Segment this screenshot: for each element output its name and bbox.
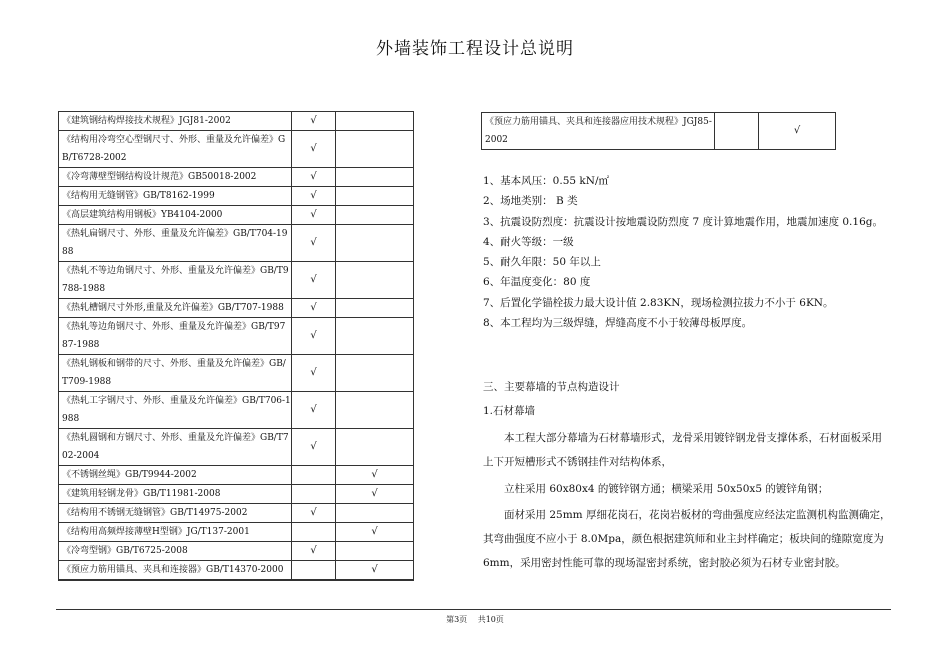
design-parameters-list bbox=[483, 171, 883, 333]
list-item: 7、后置化学锚栓拔力最大设计值 2.83KN，现场检测拉拔力不小于 6KN。 bbox=[483, 296, 834, 309]
check-cell: √ bbox=[292, 168, 336, 187]
check-cell: √ bbox=[292, 131, 336, 168]
list-item: 1、基本风压：0.55 kN/㎡ bbox=[483, 175, 609, 187]
check-cell: √ bbox=[292, 504, 336, 523]
check-cell bbox=[336, 187, 414, 206]
standard-name-cell: 《冷弯型钢》GB/T6725-2008 bbox=[59, 542, 292, 561]
standard-name-cell: 《不锈钢丝绳》GB/T9944-2002 bbox=[59, 466, 292, 485]
standard-name-cell: 《建筑用轻钢龙骨》GB/T11981-2008 bbox=[59, 485, 292, 504]
document-title: 外墙装饰工程设计总说明 bbox=[376, 39, 574, 59]
check-cell: √ bbox=[759, 113, 836, 150]
check-cell bbox=[336, 299, 414, 318]
standard-name-cell: 《结构用无缝钢管》GB/T8162-1999 bbox=[59, 187, 292, 206]
check-cell bbox=[336, 318, 414, 355]
check-cell bbox=[292, 523, 336, 542]
list-item: 4、耐火等级：一级 bbox=[483, 235, 574, 248]
table-row bbox=[59, 262, 414, 299]
standard-name-cell: 《热轧工字钢尺寸、外形、重量及允许偏差》GB/T706-1988 bbox=[59, 392, 292, 429]
table-row bbox=[482, 113, 836, 150]
standard-name-cell: 《冷弯薄壁型钢结构设计规范》GB50018-2002 bbox=[59, 168, 292, 187]
standard-name-cell: 《结构用不锈钢无缝钢管》GB/T14975-2002 bbox=[59, 504, 292, 523]
paragraph: 立柱采用 60x80x4 的镀锌钢方通；横梁采用 50x50x5 的镀锌角钢； bbox=[504, 483, 829, 495]
check-cell: √ bbox=[336, 485, 414, 504]
check-cell: √ bbox=[292, 225, 336, 262]
table-row bbox=[59, 561, 414, 580]
table-row bbox=[59, 225, 414, 262]
paragraph: 面材采用 25mm 厚细花岗石，花岗岩板材的弯曲强度应经法定监测机构监测确定，其弯曲强度不应小于 8.0Mpa，颜色根据建筑师和业主封样确定；板块间的缝隙宽度为 6mm，采用密封性能可靠的现场湿密封系统，密封胶必须为石材专业密封胶。 bbox=[483, 509, 891, 569]
check-cell bbox=[336, 206, 414, 225]
list-item: 5、耐久年限：50 年以上 bbox=[483, 256, 601, 269]
standard-name-cell: 《热轧槽钢尺寸外形,重量及允许偏差》GB/T707-1988 bbox=[59, 299, 292, 318]
check-cell: √ bbox=[336, 523, 414, 542]
check-cell: √ bbox=[336, 466, 414, 485]
page-footer bbox=[0, 614, 950, 625]
check-cell: √ bbox=[292, 299, 336, 318]
list-item: 6、年温度变化：80 度 bbox=[483, 276, 591, 289]
check-cell bbox=[292, 485, 336, 504]
sub-heading: 1.石材幕墙 bbox=[483, 405, 536, 417]
check-cell bbox=[336, 112, 414, 131]
check-cell bbox=[336, 262, 414, 299]
check-cell bbox=[336, 168, 414, 187]
page-number: 第3页 bbox=[446, 615, 468, 624]
standard-name-cell bbox=[59, 580, 292, 581]
standard-name-cell: 《建筑钢结构焊接技术规程》JGJ81-2002 bbox=[59, 112, 292, 131]
check-cell bbox=[292, 466, 336, 485]
section-heading: 三、主要幕墙的节点构造设计 bbox=[483, 381, 620, 393]
standard-name-cell: 《热轧等边角钢尺寸、外形、重量及允许偏差》GB/T9787-1988 bbox=[59, 318, 292, 355]
standard-name-cell: 《热轧钢板和钢带的尺寸、外形、重量及允许偏差》GB/T709-1988 bbox=[59, 355, 292, 392]
table-row bbox=[59, 206, 414, 225]
list-item: 2、场地类别： B 类 bbox=[483, 195, 578, 208]
table-row bbox=[59, 355, 414, 392]
table-row bbox=[59, 187, 414, 206]
check-cell bbox=[715, 113, 759, 150]
check-cell bbox=[292, 580, 336, 581]
standard-name-cell: 《预应力筋用锚具、夹具和连接器》GB/T14370-2000 bbox=[59, 561, 292, 580]
check-cell: √ bbox=[292, 318, 336, 355]
check-cell: √ bbox=[292, 206, 336, 225]
table-row bbox=[59, 131, 414, 168]
check-cell bbox=[336, 504, 414, 523]
check-cell bbox=[336, 355, 414, 392]
table-row bbox=[59, 318, 414, 355]
standard-name-cell: 《结构用高频焊接薄壁H型钢》JG/T137-2001 bbox=[59, 523, 292, 542]
table-row bbox=[59, 299, 414, 318]
check-cell bbox=[336, 542, 414, 561]
standards-table-right bbox=[481, 112, 836, 150]
check-cell: √ bbox=[292, 112, 336, 131]
check-cell: √ bbox=[292, 542, 336, 561]
footer-divider bbox=[56, 609, 891, 610]
standard-name-cell: 《预应力筋用锚具、夹具和连接器应用技术规程》JGJ85-2002 bbox=[482, 113, 715, 150]
check-cell: √ bbox=[336, 561, 414, 580]
standard-name-cell: 《热轧圆钢和方钢尺寸、外形、重量及允许偏差》GB/T702-2004 bbox=[59, 429, 292, 466]
standard-name-cell: 《结构用冷弯空心型钢尺寸、外形、重量及允许偏差》GB/T6728-2002 bbox=[59, 131, 292, 168]
standards-table-left bbox=[58, 111, 414, 581]
page-total: 共10页 bbox=[477, 615, 504, 624]
table-row bbox=[59, 504, 414, 523]
table-row bbox=[59, 523, 414, 542]
check-cell: √ bbox=[292, 187, 336, 206]
table-row bbox=[59, 542, 414, 561]
check-cell bbox=[336, 131, 414, 168]
table-row bbox=[59, 168, 414, 187]
list-item: 3、抗震设防烈度：抗震设计按地震设防烈度 7 度计算地震作用，地震加速度 0.16g。 bbox=[483, 215, 883, 228]
check-cell: √ bbox=[292, 392, 336, 429]
table-row bbox=[59, 485, 414, 504]
paragraph: 本工程大部分幕墙为石材幕墙形式，龙骨采用镀锌钢龙骨支撑体系，石材面板采用上下开短槽形式不锈钢挂件对结构体系， bbox=[483, 432, 882, 468]
table-row bbox=[59, 580, 414, 581]
check-cell bbox=[336, 580, 414, 581]
check-cell bbox=[336, 392, 414, 429]
check-cell: √ bbox=[292, 355, 336, 392]
table-row bbox=[59, 392, 414, 429]
check-cell: √ bbox=[292, 429, 336, 466]
check-cell bbox=[292, 561, 336, 580]
check-cell: √ bbox=[292, 262, 336, 299]
check-cell bbox=[336, 429, 414, 466]
table-row bbox=[59, 429, 414, 466]
table-row bbox=[59, 466, 414, 485]
check-cell bbox=[336, 225, 414, 262]
standard-name-cell: 《热轧不等边角钢尺寸、外形、重量及允许偏差》GB/T9788-1988 bbox=[59, 262, 292, 299]
list-item: 8、本工程均为三级焊缝，焊缝高度不小于较薄母板厚度。 bbox=[483, 317, 753, 330]
table-row bbox=[59, 112, 414, 131]
standard-name-cell: 《高层建筑结构用钢板》YB4104-2000 bbox=[59, 206, 292, 225]
standard-name-cell: 《热轧扁钢尺寸、外形、重量及允许偏差》GB/T704-1988 bbox=[59, 225, 292, 262]
